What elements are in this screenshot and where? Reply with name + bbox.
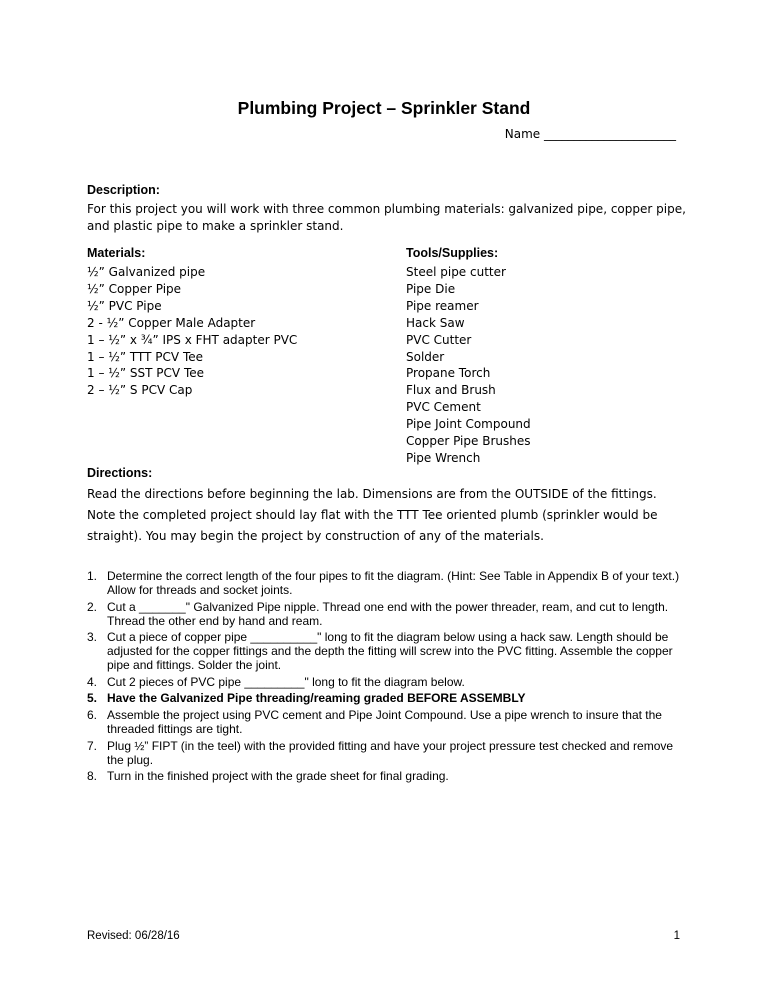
name-field-line: Name ______________________ (504, 127, 676, 141)
step-number: 8. (87, 769, 98, 784)
step-item (87, 739, 687, 767)
page-number: 1 (673, 930, 680, 942)
step-text: Turn in the finished project with the grade sheet for final grading. (107, 769, 449, 784)
step-text: Cut 2 pieces of PVC pipe _________" long to fit the diagram below. (107, 674, 465, 689)
directions-heading: Directions: (87, 466, 153, 480)
materials-item: 2 - ½” Copper Male Adapter (87, 315, 256, 330)
tools-item: Pipe Die (406, 281, 456, 296)
step-item (87, 630, 687, 672)
tools-heading: Tools/Supplies: (406, 246, 499, 260)
tools-item: Copper Pipe Brushes (406, 434, 531, 449)
step-number: 3. (87, 630, 98, 645)
tools-item: Solder (406, 349, 445, 364)
step-item (87, 569, 687, 597)
materials-item: ½” PVC Pipe (87, 298, 162, 313)
step-number: 6. (87, 707, 98, 722)
materials-item: 1 – ½” TTT PCV Tee (87, 349, 204, 364)
tools-item: Pipe reamer (406, 298, 479, 313)
page-title: Plumbing Project – Sprinkler Stand (237, 98, 531, 118)
step-text: Determine the correct length of the four pipes to fit the diagram. (Hint: See Table in Appendix B of your text.) Allow for threads and socket joints. (107, 569, 680, 597)
step-item (87, 675, 687, 689)
step-text: Cut a _______" Galvanized Pipe nipple. Thread one end with the power threader, ream, and cut to length. Thread the other end by hand and ream. (107, 599, 669, 628)
step-item (87, 600, 687, 628)
directions-steps (87, 569, 687, 786)
tools-item: Pipe Wrench (406, 450, 481, 465)
materials-list (87, 264, 297, 399)
step-text: Cut a piece of copper pipe __________" long to fit the diagram below using a hack saw. Length should be adjusted for the copper fittings and the depth the fitting will screw into the PVC fitting. Assemble the copper pipe and fittings. Solder the joint. (107, 630, 673, 673)
materials-item: ½” Copper Pipe (87, 281, 182, 296)
revised-date: Revised: 06/28/16 (87, 930, 180, 942)
materials-item: 1 – ½” SST PCV Tee (87, 366, 204, 381)
description-text: For this project you will work with three common plumbing materials: galvanized pipe, copper pipe, and plastic pipe to make a sprinkler stand. (87, 202, 686, 233)
step-number: 1. (87, 569, 98, 583)
step-number: 4. (87, 674, 98, 689)
step-text: Assemble the project using PVC cement and Pipe Joint Compound. Use a pipe wrench to insure that the threaded fittings are tight. (107, 707, 662, 736)
tools-item: Pipe Joint Compound (406, 417, 531, 432)
directions-text: Read the directions before beginning the lab. Dimensions are from the OUTSIDE of the fittings. Note the completed project should lay flat with the TTT Tee oriented plumb (sprinkler would be straight). You may begin the project by construction of any of the materials. (87, 487, 658, 543)
step-number: 2. (87, 599, 98, 614)
tools-item: Flux and Brush (406, 383, 496, 398)
step-item (87, 708, 687, 736)
step-item (87, 769, 687, 783)
materials-item: 2 – ½” S PCV Cap (87, 383, 193, 398)
tools-item: Steel pipe cutter (406, 265, 506, 279)
tools-item: Hack Saw (406, 315, 465, 330)
tools-list (406, 264, 531, 467)
step-text: Plug ½” FIPT (in the teel) with the provided fitting and have your project pressure test checked and remove the plug. (107, 738, 674, 767)
materials-item: ½” Galvanized pipe (87, 265, 206, 279)
materials-item: 1 – ½” x ¾” IPS x FHT adapter PVC (87, 332, 298, 347)
step-number: 5. (87, 691, 98, 706)
tools-item: PVC Cement (406, 400, 481, 415)
step-item (87, 691, 687, 705)
tools-item: PVC Cutter (406, 332, 472, 347)
materials-heading: Materials: (87, 246, 146, 260)
description-heading: Description: (87, 183, 160, 197)
tools-item: Propane Torch (406, 366, 491, 381)
step-text: Have the Galvanized Pipe threading/reaming graded BEFORE ASSEMBLY (107, 691, 526, 706)
step-number: 7. (87, 738, 98, 753)
